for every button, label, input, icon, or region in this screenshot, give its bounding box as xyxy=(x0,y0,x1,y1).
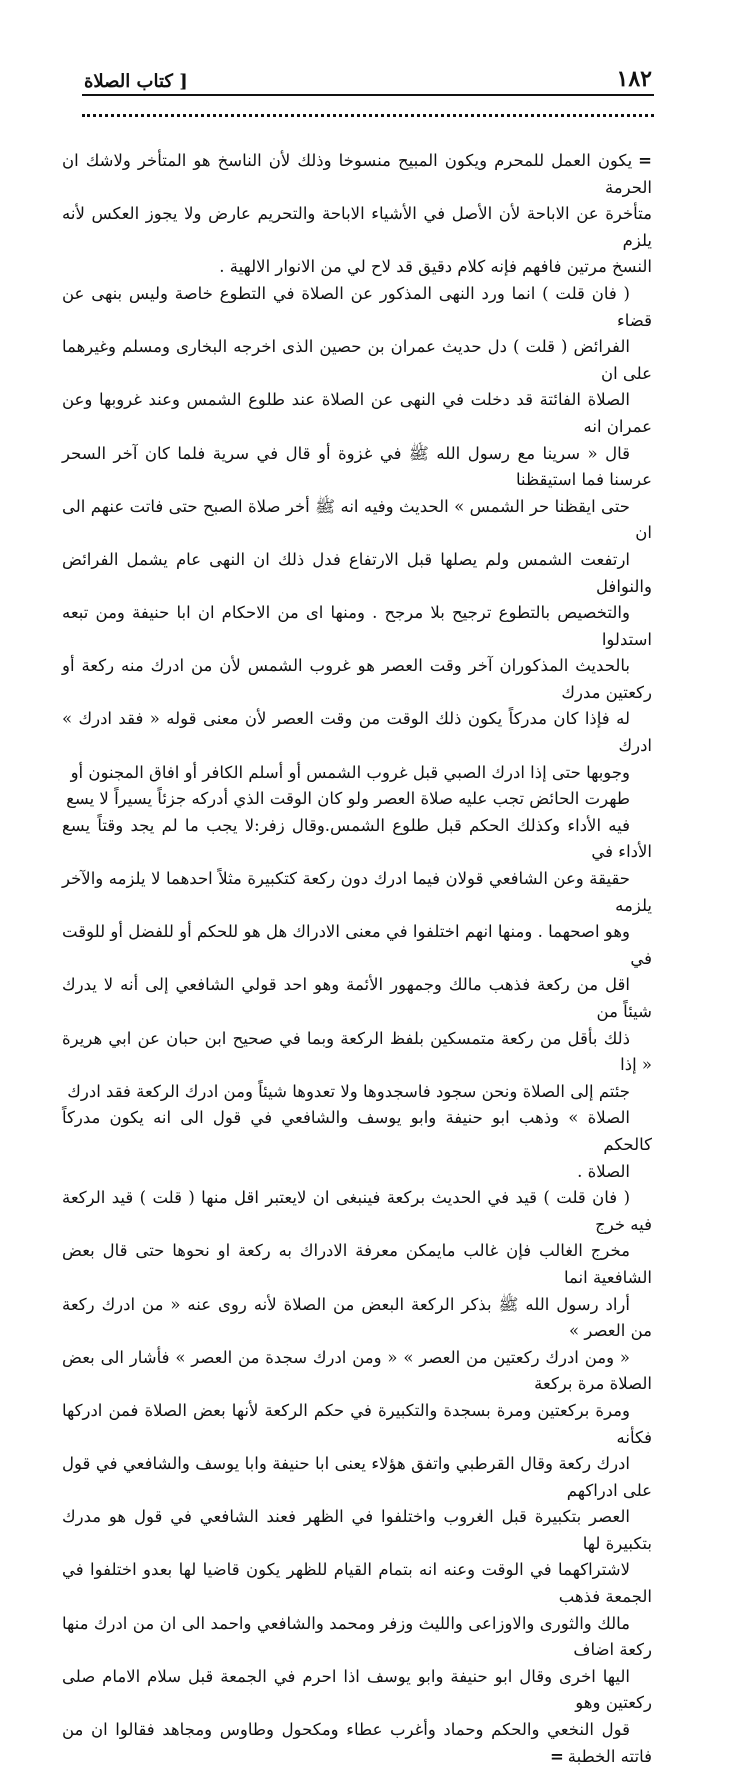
continuation-mark-start: = xyxy=(638,151,652,170)
text-line: أراد رسول الله ﷺ بذكر الركعة البعض من الصلاة لأنه روى عنه « من ادرك ركعة من العصر » xyxy=(62,1294,652,1341)
text-line: حتى ايقظنا حر الشمس » الحديث وفيه انه ﷺ أخر صلاة الصبح حتى فاتت عنهم الى ان xyxy=(62,496,652,543)
text-line xyxy=(62,148,652,201)
text-line: العصر بتكبيرة قبل الغروب واختلفوا في الظهر فعند الشافعي في قول هو مدرك بتكبيرة لها xyxy=(62,1507,652,1553)
dotted-separator xyxy=(82,114,654,117)
text-line: مالك والثورى والاوزاعى والليث وزفر ومحمد والشافعي واحمد الى ان من ادرك منها ركعة اضاف xyxy=(62,1613,652,1660)
text-line: فيه الأداء وكذلك الحكم قبل طلوع الشمس.وقال زفر:لا يجب ما لم يجد وقتاً يسع الأداء في xyxy=(62,815,652,862)
running-title: [ كتاب الصلاة xyxy=(84,71,188,92)
text-line: النسخ مرتين فافهم فإنه كلام دقيق قد لاح لي من الانوار الالهية . xyxy=(219,257,652,277)
paragraph-1 xyxy=(62,148,652,281)
text-line: متأخرة عن الاباحة لأن الأصل في الأشياء الاباحة والتحريم عارض ولا يجوز العكس لأنه يلزم xyxy=(62,204,652,250)
paragraph-3 xyxy=(62,1185,652,1770)
text-line: اقل من ركعة فذهب مالك وجمهور الأئمة وهو احد قولي الشافعي إلى أنه لا يدرك شيئاً من xyxy=(62,975,652,1021)
text-line: الصلاة . xyxy=(577,1161,630,1181)
header-rule xyxy=(82,94,654,96)
page-number: ١٨٢ xyxy=(616,66,652,92)
text-line: ذلك بأقل من ركعة متمسكين بلفظ الركعة وبما في صحيح ابن حبان عن ابي هريرة « إذا xyxy=(62,1028,652,1075)
text-line: لاشتراكهما في الوقت وعنه انه بتمام القيام للظهر يكون قاضيا لها بعدو اختلفوا في الجمعة فذهب xyxy=(62,1560,652,1607)
text-line: ارتفعت الشمس ولم يصلها قبل الارتفاع فدل ذلك ان النهى عام يشمل الفرائض والنوافل xyxy=(62,549,652,596)
body-text xyxy=(62,148,652,1770)
text-line: حقيقة وعن الشافعي قولان فيما ادرك دون ركعة كتكبيرة مثلاً احدهما لا يلزمه والآخر يلزمه xyxy=(62,869,652,915)
text-line: الصلاة » وذهب ابو حنيفة وابو يوسف والشافعي في قول الى انه يكون مدركاً كالحكم xyxy=(62,1108,652,1154)
text-line: « ومن ادرك ركعتين من العصر » « ومن ادرك سجدة من العصر » فأشار الى بعض الصلاة مرة بركعة xyxy=(62,1347,652,1394)
continuation-mark-end: = xyxy=(549,1746,564,1766)
text-line: ( فان قلت ) انما ورد النهى المذكور عن الصلاة في التطوع خاصة وليس بنهى عن قضاء xyxy=(62,283,652,330)
page-header xyxy=(84,56,652,92)
text-line: والتخصيص بالتطوع ترجيح بلا مرجح . ومنها اى من الاحكام ان ابا حنيفة ومن تبعه استدلوا xyxy=(62,603,652,649)
text-line: مخرج الغالب فإن غالب مايمكن معرفة الادراك به ركعة او نحوها حتى قال بعض الشافعية انما xyxy=(62,1241,652,1287)
text-line: طهرت الحائض تجب عليه صلاة العصر ولو كان الوقت الذي أدركه جزئاً يسيراً لا يسع xyxy=(66,789,630,809)
text-line: ومرة بركعتين ومرة بسجدة والتكبيرة في حكم الركعة لأنها بعض الصلاة فمن ادركها فكأنه xyxy=(62,1400,652,1447)
text-line: جئتم إلى الصلاة ونحن سجود فاسجدوها ولا تعدوها شيئاً ومن ادرك الركعة فقد ادرك xyxy=(67,1081,630,1101)
text-line: ادرك ركعة وقال القرطبي واتفق هؤلاء يعنى ابا حنيفة وابا يوسف والشافعي في قول على ادراكهم xyxy=(62,1454,652,1500)
text-line xyxy=(62,1717,652,1770)
text-line: له فإذا كان مدركاً يكون ذلك الوقت من وقت العصر لأن معنى قوله « فقد ادرك » ادرك xyxy=(62,709,652,756)
text-line: قال « سرينا مع رسول الله ﷺ في غزوة أو قال في سرية فلما كان آخر السحر عرسنا فما استيقظنا xyxy=(62,443,652,490)
text-line: اليها اخرى وقال ابو حنيفة وابو يوسف اذا احرم في الجمعة قبل سلام الامام صلى ركعتين وهو xyxy=(62,1666,652,1713)
line-text: قول النخعي والحكم وحماد وأغرب عطاء ومكحول وطاوس ومجاهد فقالوا ان من فاتته الخطبة xyxy=(62,1720,652,1766)
text-line: وجوبها حتى إذا ادرك الصبي قبل غروب الشمس أو أسلم الكافر أو افاق المجنون أو xyxy=(70,762,630,782)
text-line: الصلاة الفائتة قد دخلت في النهى عن الصلاة عند طلوع الشمس وعند غروبها وعن عمران انه xyxy=(62,390,652,436)
text-line: بالحديث المذكوران آخر وقت العصر هو غروب الشمس لأن من ادرك منه ركعة أو ركعتين مدرك xyxy=(62,656,652,702)
text-line: الفرائض ( قلت ) دل حديث عمران بن حصين الذى اخرجه البخارى ومسلم وغيرهما على ان xyxy=(62,337,652,383)
text-line: وهو اصحهما . ومنها انهم اختلفوا في معنى الادراك هل هو للحكم أو للفضل أو للوقت في xyxy=(62,922,652,968)
line-text: يكون العمل للمحرم ويكون المبيح منسوخا وذلك لأن الناسخ هو المتأخر ولاشك ان الحرمة xyxy=(62,151,652,197)
text-line: ( فان قلت ) قيد في الحديث بركعة فينبغى ان لايعتبر اقل منها ( قلت ) قيد الركعة فيه خرج xyxy=(62,1188,652,1234)
paragraph-2 xyxy=(62,281,652,1185)
